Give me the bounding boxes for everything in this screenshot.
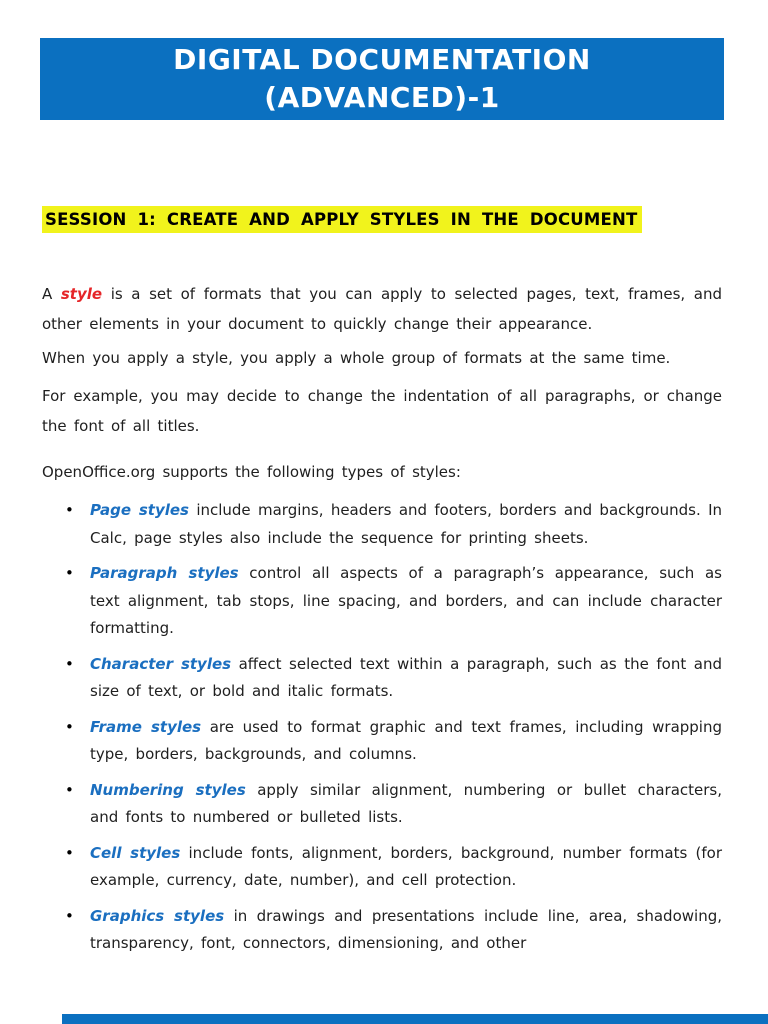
style-description: affect selected text within a paragraph, such as the font and size of text, or bold and italic formats. [90,654,722,700]
list-item-paragraph-styles [42,560,722,643]
style-term: Cell styles [90,843,181,862]
bullet-icon: • [65,564,74,582]
bullet-icon: • [65,906,74,925]
style-term: Paragraph styles [90,564,239,582]
list-item-character-styles [42,651,722,706]
style-term: Graphics styles [90,906,225,925]
style-term-red: style [60,285,103,303]
openoffice-paragraph: OpenOffice.org supports the following types of styles: [42,463,461,481]
list-item-page-styles [42,497,722,552]
style-description: control all aspects of a paragraph’s appearance, such as text alignment, tab stops, line spacing, and borders, and can include character formatting. [90,564,722,637]
style-description: include margins, headers and footers, borders and backgrounds. In Calc, page styles also include the sequence for printing sheets. [90,501,722,547]
style-term: Frame styles [90,717,202,736]
example-paragraph: For example, you may decide to change the indentation of all paragraphs, or change the font of all titles. [42,387,722,435]
style-description: are used to format graphic and text frames, including wrapping type, borders, backgrounds, and columns. [90,717,722,763]
style-types-list [42,497,722,958]
list-item-cell-styles [42,840,722,895]
next-page-banner-edge [62,1014,768,1024]
intro-paragraph [42,279,722,339]
bullet-icon: • [65,501,74,519]
bullet-icon: • [65,843,74,862]
list-item-frame-styles [42,714,722,769]
list-item-graphics-styles [42,903,722,958]
style-description: apply similar alignment, numbering or bullet characters, and fonts to numbered or bulleted lists. [90,780,722,826]
session-heading: SESSION 1: CREATE AND APPLY STYLES IN THE DOCUMENT [42,206,642,233]
document-title-line1: DIGITAL DOCUMENTATION [173,43,591,76]
document-title-banner [40,38,724,120]
style-term: Numbering styles [90,780,246,799]
style-description: in drawings and presentations include line, area, shadowing, transparency, font, connectors, dimensioning, and other [90,906,722,952]
list-item-numbering-styles [42,777,722,832]
style-term: Character styles [90,654,232,673]
intro-text-pre: A [42,285,61,303]
bullet-icon: • [65,654,74,673]
style-description: include fonts, alignment, borders, background, number formats (for example, currency, date, number), and cell protection. [90,843,722,889]
document-title-line2: (ADVANCED)-1 [264,81,500,114]
bullet-icon: • [65,717,74,736]
document-body [0,120,768,966]
intro-text-post: is a set of formats that you can apply to selected pages, text, frames, and other elements in your document to quickly change their appearance. [42,285,722,333]
apply-paragraph: When you apply a style, you apply a whole group of formats at the same time. [42,349,671,367]
style-term: Page styles [90,501,189,519]
bullet-icon: • [65,780,74,799]
